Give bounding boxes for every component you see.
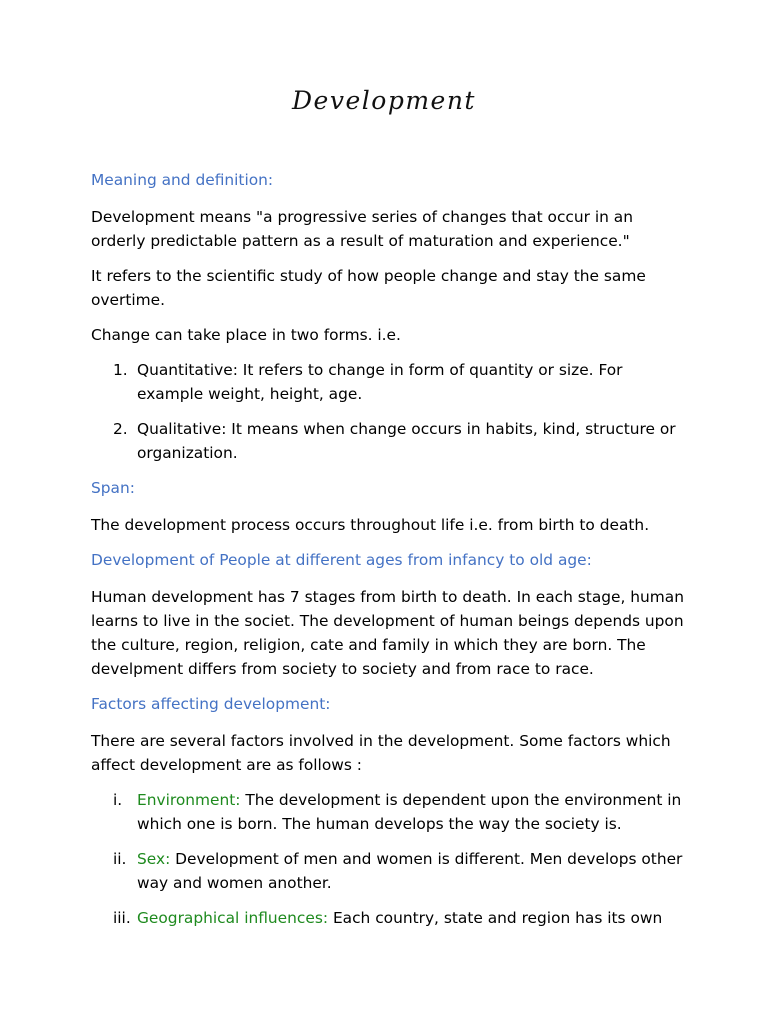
section-heading-span: Span:	[91, 479, 135, 497]
section-heading-meaning: Meaning and definition:	[91, 171, 274, 189]
factor-description: Development of men and women is different. Men develops other way and women another.	[137, 850, 683, 892]
list-item	[91, 358, 691, 406]
list-item	[91, 417, 691, 465]
paragraph-factors-intro: There are several factors involved in the development. Some factors which affect development are as follows :	[91, 732, 671, 774]
forms-list	[91, 358, 691, 465]
list-marker: 2.	[113, 420, 128, 438]
list-item	[91, 847, 691, 895]
list-item-text: Qualitative: It means when change occurs in habits, kind, structure or organization.	[137, 420, 676, 462]
list-item	[91, 788, 691, 836]
section-heading-factors: Factors affecting development:	[91, 695, 331, 713]
list-item-text: Quantitative: It refers to change in form of quantity or size. For example weight, height, age.	[137, 361, 623, 403]
list-marker: 1.	[113, 361, 128, 379]
paragraph-stages: Human development has 7 stages from birth to death. In each stage, human learns to live in the societ. The development of human beings depends upon the culture, region, religion, cate and family in which they are born. The develpment differs from society to society and from race to race.	[91, 588, 684, 678]
document-title: Development	[292, 86, 476, 115]
list-marker: iii.	[113, 909, 131, 927]
list-marker: i.	[113, 791, 123, 809]
factor-term: Sex:	[137, 850, 171, 868]
factor-term: Environment:	[137, 791, 241, 809]
list-item	[91, 906, 691, 930]
factor-term: Geographical influences:	[137, 909, 329, 927]
document-body	[91, 168, 691, 941]
paragraph-definition: Development means "a progressive series of changes that occur in an orderly predictable pattern as a result of maturation and experience."	[91, 208, 633, 250]
paragraph-scientific-study: It refers to the scientific study of how people change and stay the same overtime.	[91, 267, 646, 309]
paragraph-change-forms: Change can take place in two forms. i.e.	[91, 326, 401, 344]
section-heading-ages: Development of People at different ages from infancy to old age:	[91, 551, 592, 569]
factor-description: The development is dependent upon the environment in which one is born. The human develops the way the society is.	[137, 791, 682, 833]
factors-list	[91, 788, 691, 930]
paragraph-span: The development process occurs throughout life i.e. from birth to death.	[91, 516, 650, 534]
list-marker: ii.	[113, 850, 127, 868]
factor-description: Each country, state and region has its own	[328, 909, 663, 927]
